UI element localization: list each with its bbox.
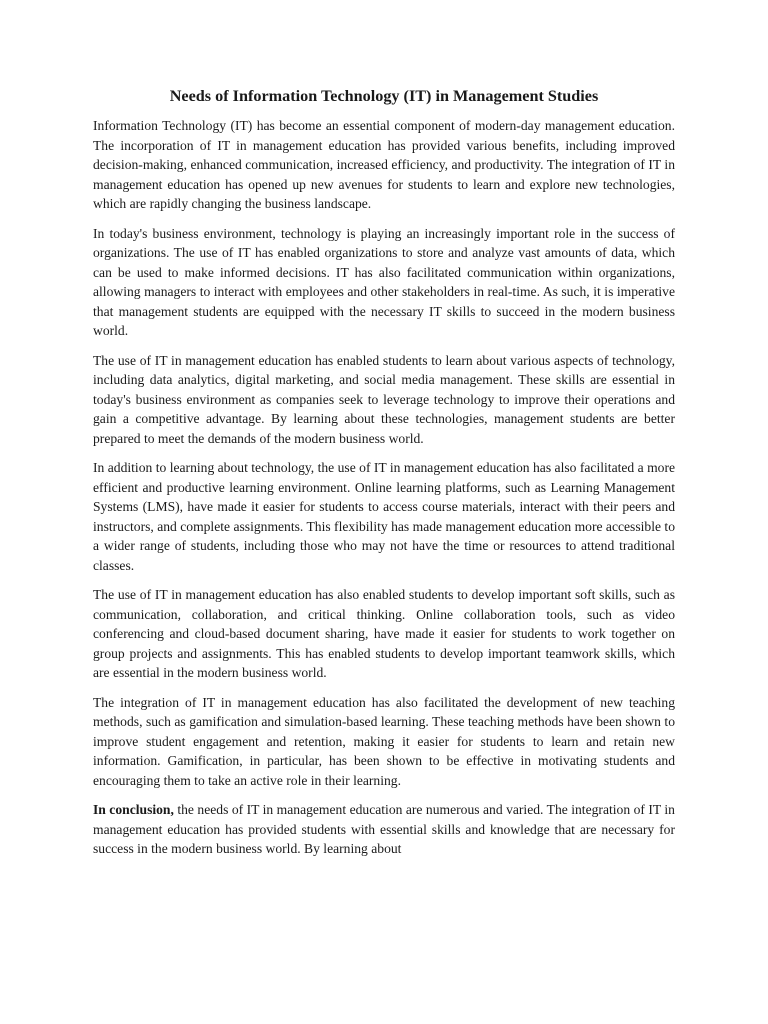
conclusion-text: the needs of IT in management education are numerous and varied. The integration of IT in management education has provided students with essential skills and knowledge that are necessary for success in the modern business world. By learning about [93, 802, 675, 856]
conclusion-paragraph [93, 800, 675, 859]
paragraph-2: In today's business environment, technology is playing an increasingly important role in the success of organizations. The use of IT has enabled organizations to store and analyze vast amounts of data, which can be used to make informed decisions. IT has also facilitated communication within organizations, allowing managers to interact with employees and other stakeholders in real-time. As such, it is imperative that management students are equipped with the necessary IT skills to succeed in the modern business world. [93, 225, 675, 338]
paragraph-4: In addition to learning about technology, the use of IT in management education has also facilitated a more efficient and productive learning environment. Online learning platforms, such as Learning Management Systems (LMS), have made it easier for students to access course materials, interact with their peers and instructors, and complete assignments. This flexibility has made management education more accessible to a wider range of students, including those who may not have the time or resources to attend traditional classes. [93, 460, 675, 573]
conclusion-lead: In conclusion, [93, 802, 174, 817]
paragraph-6: The integration of IT in management education has also facilitated the development of new teaching methods, such as gamification and simulation-based learning. These teaching methods have been shown to improve student engagement and retention, making it easier for students to learn and retain new information. Gamification, in particular, has been shown to be effective in motivating students and encouraging them to take an active role in their learning. [93, 694, 675, 788]
document-title: Needs of Information Technology (IT) in Management Studies [169, 87, 599, 105]
paragraph-5: The use of IT in management education has also enabled students to develop important soft skills, such as communication, collaboration, and critical thinking. Online collaboration tools, such as video conferencing and cloud-based document sharing, have made it easier for students to work together on group projects and assignments. This has enabled students to develop important teamwork skills, which are essential in the modern business world. [93, 587, 675, 680]
paragraph-1: Information Technology (IT) has become an essential component of modern-day management education. The incorporation of IT in management education has provided various benefits, including improved decision-making, enhanced communication, increased efficiency, and productivity. The integration of IT in management education has opened up new avenues for students to learn and explore new technologies, which are rapidly changing the business landscape. [93, 118, 675, 211]
paragraph-3: The use of IT in management education has enabled students to learn about various aspects of technology, including data analytics, digital marketing, and social media management. These skills are essential in today's business environment as companies seek to leverage technology to improve their operations and gain a competitive advantage. By learning about these technologies, management students are better prepared to meet the demands of the modern business world. [93, 352, 675, 446]
